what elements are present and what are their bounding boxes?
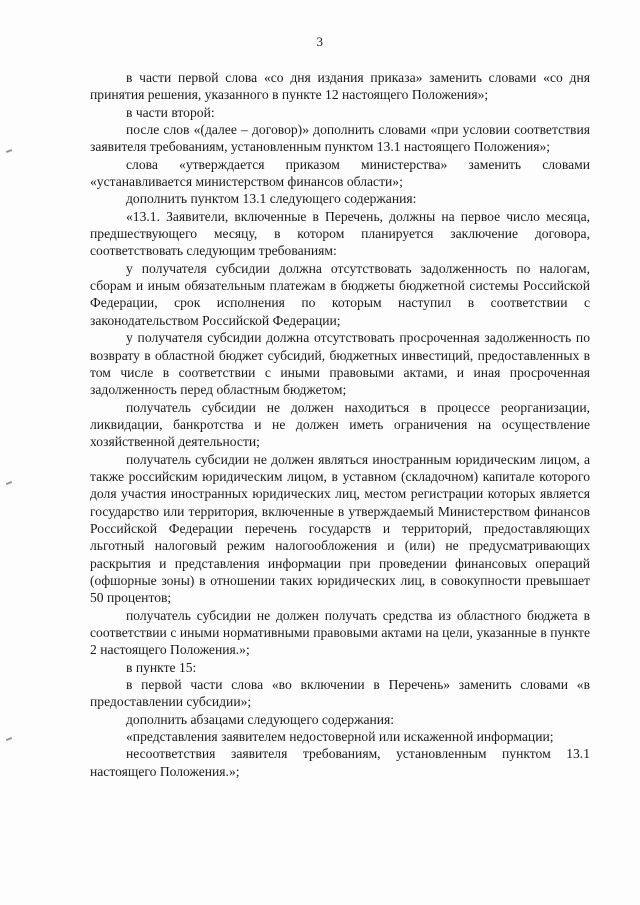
paragraph: слова «утверждается приказом министерства» заменить словами «устанавливается министерством финансов области»; (90, 156, 590, 190)
paragraph: получатель субсидии не должен получать средства из областного бюджета в соответствии с иными нормативными правовыми актами на цели, указанные в пункте 2 настоящего Положения.»; (90, 607, 590, 658)
paragraph: в пункте 15: (126, 659, 197, 675)
paragraph: несоответствия заявителя требованиям, установленным пунктом 13.1 настоящего Положения.»; (90, 746, 590, 779)
paragraph: после слов «(далее – договор)» дополнить словами «при условии соответствия заявителя требованиям, установленным пунктом 13.1 настоящего Положения»; (90, 122, 590, 155)
paragraph: «представления заявителем недостоверной или искаженной информации; (126, 729, 554, 745)
paragraph: «13.1. Заявители, включенные в Перечень, должны на первое число месяца, предшествующего месяцу, в котором планируется заключение договора, соответствовать следующим требованиям: (90, 208, 590, 259)
paragraph: в части второй: (126, 104, 215, 120)
margin-mark (6, 737, 12, 741)
paragraph: в части первой слова «со дня издания приказа» заменить словами «со дня принятия решения, указанного в пункте 12 настоящего Положения»; (90, 70, 590, 103)
margin-mark (6, 481, 12, 485)
paragraph: дополнить абзацами следующего содержания: (126, 711, 395, 727)
paragraph: в первой части слова «во включении в Перечень» заменить словами «в предоставлении субсидии»; (90, 677, 590, 710)
paragraph: дополнить пунктом 13.1 следующего содержания: (126, 191, 417, 207)
paragraph: получатель субсидии не должен находиться в процессе реорганизации, ликвидации, банкротства и не должен иметь ограничения на осуществление хозяйственной деятельности; (90, 399, 590, 450)
paragraph: получатель субсидии не должен являться иностранным юридическим лицом, а также российским юридическим лицом, в уставном (складочном) капитале которого доля участия иностранных юридических лиц, местом регистрации которых является государство или территория, включенные в утверждаемый Министерством финансов Российской Федерации перечень государств и территорий, предоставляющих льготный налоговый режим налогообложения и (или) не предусматривающих раскрытия и представления информации при проведении финансовых операций (офшорные зоны) в отношении таких юридических лиц, в совокупности превышает 50 процентов; (90, 451, 590, 606)
paragraph: у получателя субсидии должна отсутствовать просроченная задолженность по возврату в областной бюджет субсидий, бюджетных инвестиций, предоставленных в том числе в соответствии с иными правовыми актами, и иная просроченная задолженность перед областным бюджетом; (90, 330, 590, 398)
margin-mark (6, 149, 12, 153)
document-body (90, 69, 590, 780)
page-number: 3 (316, 34, 324, 49)
paragraph: у получателя субсидии должна отсутствовать задолженность по налогам, сборам и иным обязательным платежам в бюджеты бюджетной системы Российской Федерации, срок исполнения по которым наступил в соответствии с законодательством Российской Федерации; (90, 260, 590, 328)
